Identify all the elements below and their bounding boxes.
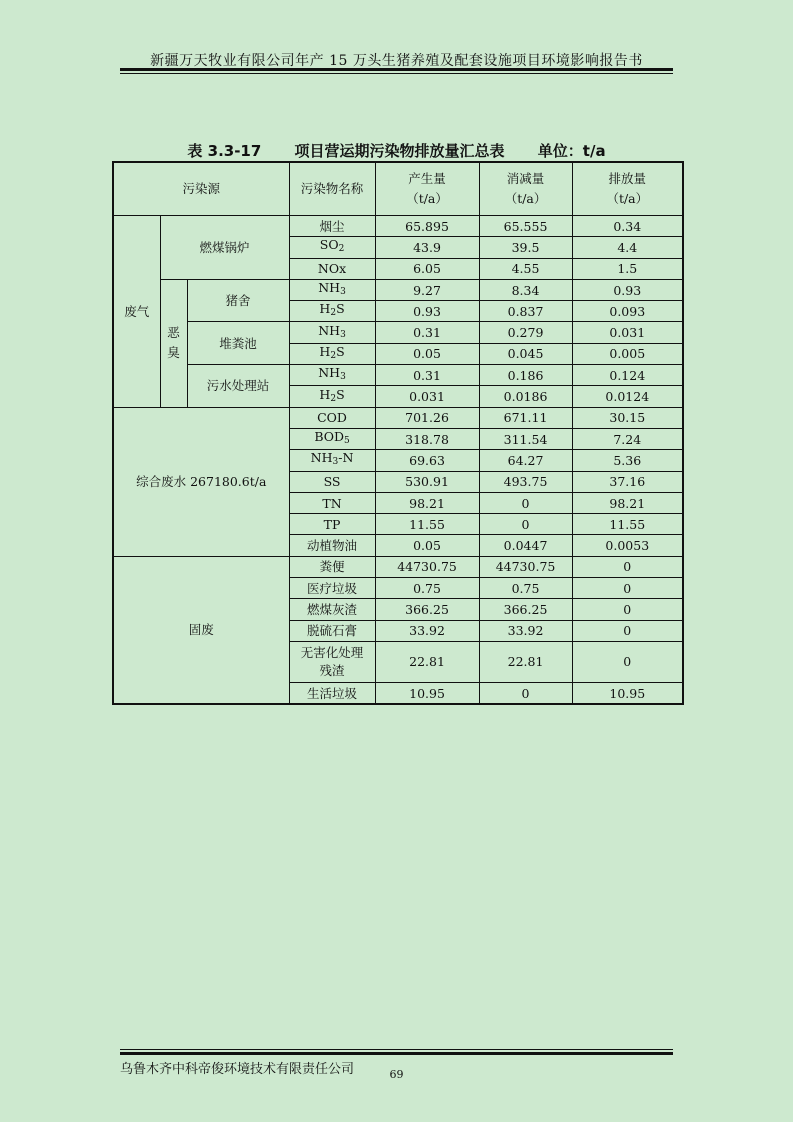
pollutant-name: 动植物油 <box>289 535 375 556</box>
value-emitted: 0.34 <box>572 216 683 237</box>
value-reduced: 0 <box>479 682 572 704</box>
value-reduced: 311.54 <box>479 428 572 449</box>
value-produced: 33.92 <box>375 620 479 641</box>
footer-company: 乌鲁木齐中科帝俊环境技术有限责任公司 <box>120 1062 355 1077</box>
value-emitted: 7.24 <box>572 428 683 449</box>
value-produced: 0.31 <box>375 322 479 343</box>
header-reduced: 消减量 （t/a） <box>479 162 572 216</box>
value-emitted: 10.95 <box>572 682 683 704</box>
running-header: 新疆万天牧业有限公司年产 15 万头生猪养殖及配套设施项目环境影响报告书 <box>150 53 643 69</box>
value-produced: 22.81 <box>375 641 479 682</box>
pollutant-name: $H_2S$ <box>289 343 375 364</box>
header-source: 污染源 <box>113 162 289 216</box>
value-emitted: 0 <box>572 641 683 682</box>
value-reduced: 0.186 <box>479 365 572 386</box>
table-row <box>113 279 683 300</box>
value-emitted: 4.4 <box>572 237 683 258</box>
group-solid-waste: 固废 <box>113 556 289 704</box>
header-pollutant: 污染物名称 <box>289 162 375 216</box>
value-emitted: 0 <box>572 578 683 599</box>
pollutant-name: $SO_2$ <box>289 237 375 258</box>
value-produced: 6.05 <box>375 258 479 279</box>
value-produced: 0.75 <box>375 578 479 599</box>
header-produced: 产生量 （t/a） <box>375 162 479 216</box>
value-emitted: 0 <box>572 599 683 620</box>
pollutant-name: COD <box>289 407 375 428</box>
pollutant-name: $H_2S$ <box>289 301 375 322</box>
value-produced: 530.91 <box>375 471 479 492</box>
value-reduced: 64.27 <box>479 450 572 471</box>
table-row <box>113 322 683 343</box>
pollutant-name: 无害化处理 残渣 <box>289 641 375 682</box>
value-reduced: 0.045 <box>479 343 572 364</box>
emissions-summary-table <box>112 161 684 705</box>
table-unit: 单位：t/a <box>537 142 606 160</box>
value-produced: 0.31 <box>375 365 479 386</box>
value-reduced: 0.0186 <box>479 386 572 407</box>
pollutant-name: 粪便 <box>289 556 375 577</box>
footer-rule <box>120 1049 673 1055</box>
value-reduced: 8.34 <box>479 279 572 300</box>
value-emitted: 11.55 <box>572 514 683 535</box>
pollutant-name: 生活垃圾 <box>289 682 375 704</box>
source-pig-house: 猪舍 <box>187 279 289 322</box>
table-row <box>113 556 683 577</box>
value-reduced: 65.555 <box>479 216 572 237</box>
value-reduced: 4.55 <box>479 258 572 279</box>
value-produced: 701.26 <box>375 407 479 428</box>
pollutant-name: SS <box>289 471 375 492</box>
source-coal-boiler: 燃煤锅炉 <box>160 216 289 280</box>
value-reduced: 366.25 <box>479 599 572 620</box>
pollutant-name: $BOD_5$ <box>289 428 375 449</box>
value-produced: 0.05 <box>375 535 479 556</box>
table-row <box>113 216 683 237</box>
table-caption <box>0 140 793 161</box>
value-produced: 366.25 <box>375 599 479 620</box>
pollutant-name: NOx <box>289 258 375 279</box>
value-emitted: 0.005 <box>572 343 683 364</box>
table-number: 表 3.3-17 <box>187 142 262 160</box>
pollutant-name: $NH_3$ <box>289 322 375 343</box>
value-reduced: 0.0447 <box>479 535 572 556</box>
pollutant-name: 脱硫石膏 <box>289 620 375 641</box>
value-produced: 0.031 <box>375 386 479 407</box>
value-reduced: 0 <box>479 492 572 513</box>
value-produced: 10.95 <box>375 682 479 704</box>
value-emitted: 0 <box>572 556 683 577</box>
value-reduced: 0.279 <box>479 322 572 343</box>
value-emitted: 0.031 <box>572 322 683 343</box>
value-produced: 44730.75 <box>375 556 479 577</box>
pollutant-name: TP <box>289 514 375 535</box>
value-emitted: 0.124 <box>572 365 683 386</box>
value-reduced: 0 <box>479 514 572 535</box>
group-wastewater: 综合废水 267180.6t/a <box>113 407 289 556</box>
value-produced: 11.55 <box>375 514 479 535</box>
table-row <box>113 365 683 386</box>
source-sewage-station: 污水处理站 <box>187 365 289 408</box>
value-produced: 69.63 <box>375 450 479 471</box>
value-reduced: 0.75 <box>479 578 572 599</box>
value-reduced: 493.75 <box>479 471 572 492</box>
pollutant-name: $NH_3$ <box>289 279 375 300</box>
pollutant-name: $NH_3-N$ <box>289 450 375 471</box>
pollutant-name: 燃煤灰渣 <box>289 599 375 620</box>
value-emitted: 1.5 <box>572 258 683 279</box>
value-reduced: 22.81 <box>479 641 572 682</box>
value-reduced: 671.11 <box>479 407 572 428</box>
value-emitted: 0.93 <box>572 279 683 300</box>
value-emitted: 37.16 <box>572 471 683 492</box>
header-row <box>113 162 683 216</box>
value-emitted: 98.21 <box>572 492 683 513</box>
value-reduced: 33.92 <box>479 620 572 641</box>
value-produced: 9.27 <box>375 279 479 300</box>
value-produced: 0.93 <box>375 301 479 322</box>
value-produced: 43.9 <box>375 237 479 258</box>
value-reduced: 0.837 <box>479 301 572 322</box>
value-produced: 318.78 <box>375 428 479 449</box>
group-odor: 恶 臭 <box>160 279 187 407</box>
pollutant-name: 烟尘 <box>289 216 375 237</box>
source-manure-pool: 堆粪池 <box>187 322 289 365</box>
value-produced: 0.05 <box>375 343 479 364</box>
pollutant-name: 医疗垃圾 <box>289 578 375 599</box>
value-reduced: 39.5 <box>479 237 572 258</box>
table-title: 项目营运期污染物排放量汇总表 <box>294 142 505 160</box>
pollutant-name: $H_2S$ <box>289 386 375 407</box>
pollutant-name: TN <box>289 492 375 513</box>
group-waste-gas: 废气 <box>113 216 160 408</box>
header-emitted: 排放量 （t/a） <box>572 162 683 216</box>
value-produced: 98.21 <box>375 492 479 513</box>
value-emitted: 0 <box>572 620 683 641</box>
value-emitted: 0.0124 <box>572 386 683 407</box>
value-emitted: 5.36 <box>572 450 683 471</box>
value-emitted: 0.093 <box>572 301 683 322</box>
value-reduced: 44730.75 <box>479 556 572 577</box>
value-emitted: 30.15 <box>572 407 683 428</box>
header-rule <box>120 68 673 74</box>
value-emitted: 0.0053 <box>572 535 683 556</box>
pollutant-name: $NH_3$ <box>289 365 375 386</box>
value-produced: 65.895 <box>375 216 479 237</box>
table-row <box>113 407 683 428</box>
page-number: 69 <box>389 1068 404 1081</box>
